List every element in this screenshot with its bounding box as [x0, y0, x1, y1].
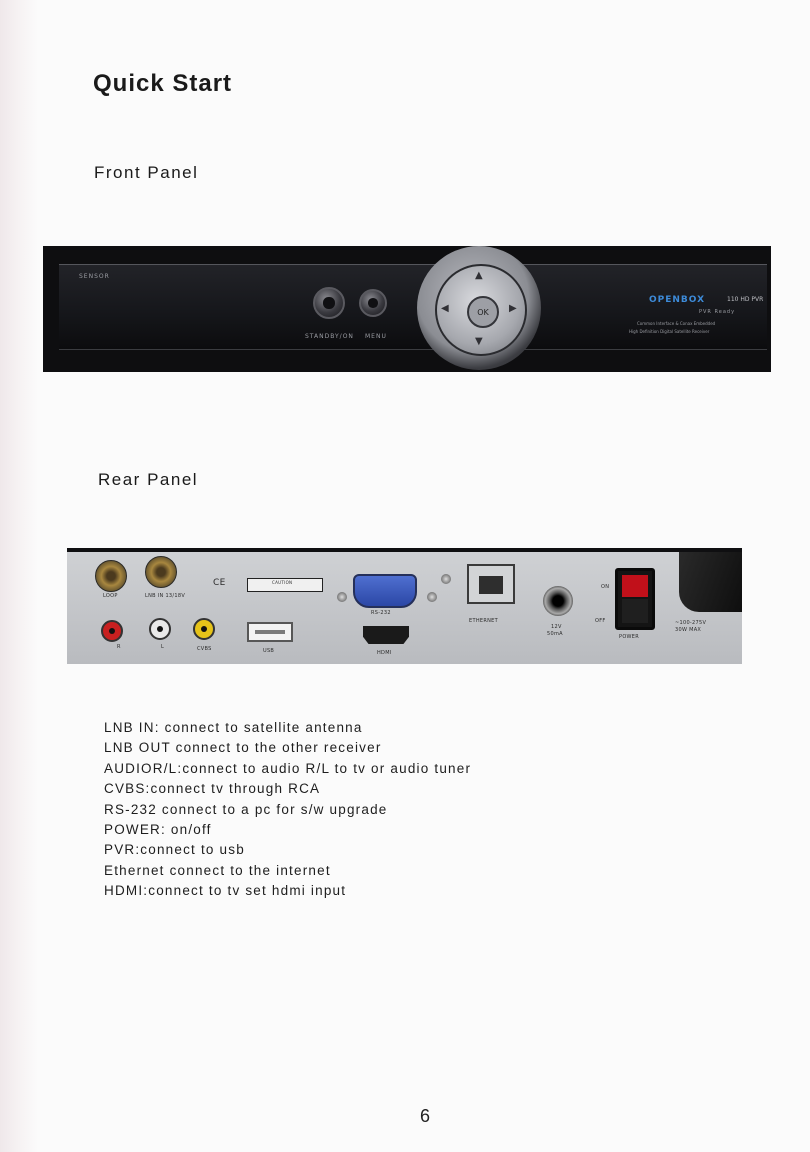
arrow-down-icon: ▼ — [475, 336, 483, 347]
brand-logo: OPENBOX — [649, 295, 706, 305]
navigation-dial-image — [417, 246, 541, 370]
power-switch-off-half — [622, 599, 648, 623]
dc-volt-label: 12V — [551, 624, 562, 630]
caution-label: CAUTION — [272, 580, 293, 585]
front-panel-heading: Front Panel — [94, 163, 199, 182]
standby-label: STANDBY/ON — [305, 333, 354, 340]
sensor-label: SENSOR — [79, 273, 110, 280]
rca-r-label: R — [117, 644, 121, 650]
arrow-left-icon: ◀ — [441, 303, 449, 314]
rs232-port-icon — [353, 574, 417, 608]
switch-off-label: OFF — [595, 618, 606, 624]
list-item: CVBS:connect tv through RCA — [104, 781, 321, 797]
arrow-up-icon: ▲ — [475, 270, 483, 281]
arrow-right-icon: ▶ — [509, 303, 517, 314]
power-switch-on-half — [622, 575, 648, 597]
pvr-ready-label: PVR Ready — [699, 309, 736, 315]
rear-panel-heading: Rear Panel — [98, 470, 199, 489]
usb-label: USB — [263, 648, 275, 654]
dc-jack-icon — [543, 586, 573, 616]
list-item: HDMI:connect to tv set hdmi input — [104, 883, 347, 899]
ethernet-label: ETHERNET — [469, 618, 498, 624]
front-panel-image — [43, 246, 771, 372]
lnb-in-connector-icon — [145, 556, 177, 588]
list-item: RS-232 connect to a pc for s/w upgrade — [104, 801, 388, 817]
hdmi-label: HDMI — [377, 650, 392, 656]
standby-button-image — [313, 287, 345, 319]
screw-icon — [427, 592, 437, 602]
rca-cvbs-icon — [193, 618, 215, 640]
menu-button-image — [359, 289, 387, 317]
list-item: PVR:connect to usb — [104, 842, 245, 858]
usb-port-icon — [247, 622, 293, 642]
front-panel-face — [59, 264, 767, 350]
loop-connector-icon — [95, 560, 127, 592]
power-label: POWER — [619, 634, 640, 640]
tagline-2: High Definition Digital Satellite Receiver — [629, 329, 710, 334]
list-item: POWER: on/off — [104, 822, 212, 838]
wattage-label: 30W MAX — [675, 627, 702, 633]
rs232-label: RS-232 — [371, 610, 391, 616]
dc-current-label: 50mA — [547, 631, 563, 637]
rca-right-icon — [101, 620, 123, 642]
model-label: 110 HD PVR — [727, 296, 764, 303]
loop-label: LOOP — [103, 593, 118, 599]
ac-rating-label: ~100-275V — [675, 620, 707, 626]
switch-on-label: ON — [601, 584, 610, 590]
cvbs-label: CVBS — [197, 646, 212, 652]
navigation-dial-ring — [435, 264, 527, 356]
rear-panel-plate — [67, 552, 742, 664]
list-item: LNB OUT connect to the other receiver — [104, 740, 382, 756]
power-switch-icon — [615, 568, 655, 630]
page-binding-edge — [0, 0, 38, 1152]
ce-mark: CE — [213, 578, 226, 588]
screw-icon — [441, 574, 451, 584]
caution-sticker — [247, 578, 323, 592]
power-cable-image — [679, 552, 742, 612]
rca-l-label: L — [161, 644, 165, 650]
lnb-in-label: LNB IN 13/18V — [145, 593, 186, 599]
rca-left-icon — [149, 618, 171, 640]
list-item: LNB IN: connect to satellite antenna — [104, 720, 363, 735]
connection-descriptions — [104, 718, 471, 902]
screw-icon — [337, 592, 347, 602]
menu-label: MENU — [365, 333, 387, 340]
hdmi-port-icon — [363, 626, 409, 644]
rear-panel-image — [67, 548, 742, 664]
ethernet-port-icon — [467, 564, 515, 604]
list-item: AUDIOR/L:connect to audio R/L to tv or audio tuner — [104, 760, 472, 776]
page-title: Quick Start — [93, 70, 233, 97]
page-number: 6 — [420, 1106, 431, 1126]
ok-button-image: OK — [467, 296, 499, 328]
tagline-1: Common Interface & Conax Embedded — [637, 321, 716, 326]
list-item: Ethernet connect to the internet — [104, 862, 331, 878]
